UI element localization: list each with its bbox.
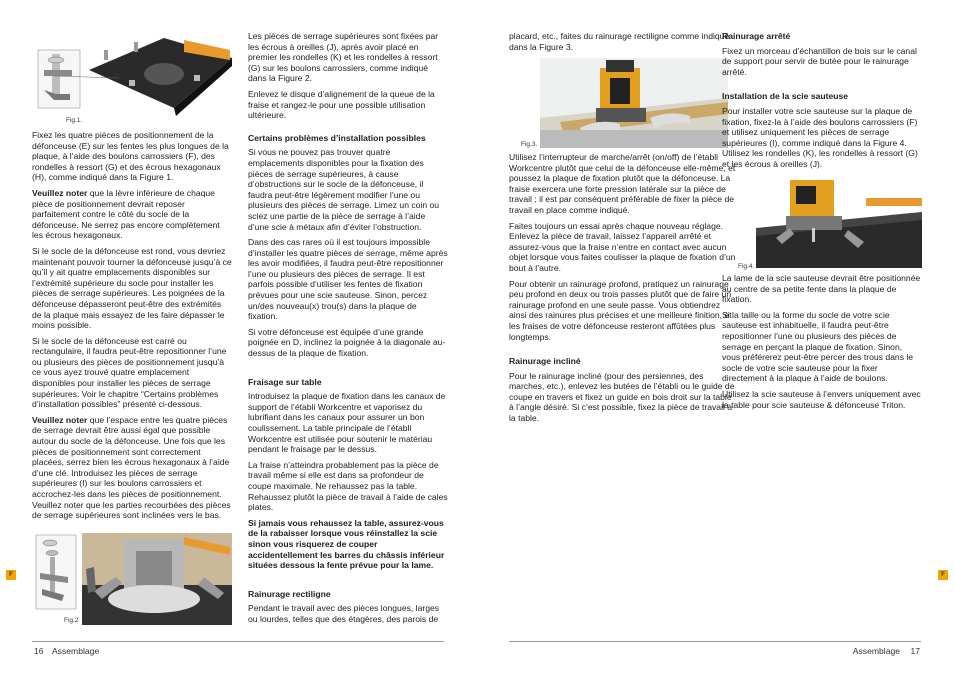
section-heading: Rainurage rectiligne <box>248 588 331 599</box>
section-label: Assemblage <box>852 646 901 656</box>
section-heading: Installation de la scie sauteuse <box>722 91 849 102</box>
paragraph: La fraise n’atteindra probablement pas la pièce de travail même si elle est dans sa profondeur de coupe maximale. Ne rehaussez pas la table. Rehaussez plutôt la pièce de travail à l’aide de cales plates. <box>248 459 448 513</box>
footer-left <box>34 646 99 656</box>
section-heading: Rainurage arrêté <box>722 31 791 41</box>
section-heading: Fraisage sur table <box>248 376 322 387</box>
figure-4-caption: Fig.4. <box>738 263 755 270</box>
note-lead: Veuillez noter <box>32 187 88 198</box>
figure-2 <box>34 533 234 625</box>
figure-3 <box>540 58 728 148</box>
language-tab-left: F <box>6 570 16 580</box>
paragraph: Si la taille ou la forme du socle de votre scie sauteuse est inhabituelle, il faudra peut-être repositionner l’une ou plusieurs des pièces de serrage en perçant la plaque de fixation. Sinon, vous préférerez peut-être percer des trous dans le socle de votre scie sauteuse pour la fixer directement à la plaque à l’aide de boulons. <box>722 309 914 384</box>
figure-3-caption: Fig.3. <box>521 141 538 148</box>
paragraph: Fixez un morceau d’échantillon de bois sur le canal de support pour servir de butée pour le rainurage arrêté. <box>722 45 917 77</box>
paragraph: Dans des cas rares où il est toujours impossible d’installer les quatre pièces de serrage, même après les avoir modifiées, il faudra peut-être repositionner l’une ou plusieurs des pièces de serrage. Il est parfois possible d’utiliser les fentes de fixation prévues pour une scie sauteuse. Sinon, percez un/des nouveau(x) trou(s) dans la plaque de fixation. <box>248 237 448 322</box>
paragraph: Faites toujours un essai après chaque nouveau réglage. Enlevez la pièce de travail, laissez l’appareil arrêté et assurez-vous que la fraise n’entre en contact avec aucun objet lorsque vous faites coulisser la plaque de fixation d’un bout à l’autre. <box>509 220 736 273</box>
paragraph: Si le socle de la défonceuse est rond, vous devriez maintenant pouvoir tourner la défonceuse jusqu’à ce qu’il y ait quatre emplacements disponibles sur l’extrémité supérieure du socle pour installer les pièces de serrage supérieures. Les poignées de la défonceuse dépasseront peut-être des extrémités de la plaque mais essayez de les faire dépasser le moins possible. <box>32 245 232 331</box>
paragraph: Introduisez la plaque de fixation dans les canaux de support de l’établi Workcentre et vaporisez du lubrifiant dans les canaux pour assurer un bon coulissement. La table principale de l’établi Workcentre est utilisée pour soutenir le matériau pendant le fraisage par le dessus. <box>248 391 446 455</box>
paragraph: Si votre défonceuse est équipée d’une grande poignée en D, inclinez la poignée à la diagonale au-dessus de la plaque de fixation. <box>248 326 446 359</box>
paragraph: Enlevez le disque d’alignement de la queue de la fraise et rangez-le pour une possible utilisation ultérieure. <box>248 88 435 121</box>
page-number: 17 <box>910 646 920 656</box>
figure-2-caption: Fig.2 <box>64 617 79 624</box>
footer-right <box>853 646 920 656</box>
note-lead: Veuillez noter <box>32 414 88 425</box>
section-heading: Rainurage incliné <box>509 356 581 367</box>
column-3-body <box>509 152 736 429</box>
paragraph: Utilisez l’interrupteur de marche/arrêt (on/off) de l’établi Workcentre plutôt que celui de la défonceuse elle-même, et poussez la plaque de fixation plutôt que la défonceuse. La fraise exercera une forte pression latérale sur la pièce de travail ; il est par conséquent préférable de fixer la pièce de travail en place comme indiqué. <box>509 152 736 215</box>
paragraph: Pendant le travail avec des pièces longues, larges ou lourdes, telles que des étagères, des parois de <box>248 603 440 624</box>
paragraph: Si vous ne pouvez pas trouver quatre emplacements disponibles pour la fixation des pièces de serrage supérieures, à cause d’obstructions sur le socle de la défonceuse, il faudra peut-être légèrement modifier l’une ou plusieurs des pièces de serrage. Limez un coin ou sciez une partie de la pièce de serrage à l’aide d’une scie à métaux afin d’éviter l’obstruction. <box>248 147 440 232</box>
column-1 <box>32 130 232 526</box>
paragraph: Pour installer votre scie sauteuse sur la plaque de fixation, fixez-la à l’aide des boulons carrossiers (F) et utilisez uniquement les pièces de serrage supérieures (I), comme indiqué dans la Figure 4. Utilisez les rondelles (K), les rondelles à ressort (G) et les écrous à oreilles (J). <box>722 105 918 169</box>
paragraph: Veuillez noter que l’espace entre les quatre pièces de serrage devrait être aussi égal que possible autour du socle de la défonceuse. Une fois que les pièces de positionnement sont correctement placées, serrez bien les écrous hexagonaux à l’aide d’une clé. Introduisez les pièces de serrage supérieures (I) sur les boulons carrossiers et accrochez-les dans les pièces de positionnement. Veuillez noter que les parties recourbées des pièces de serrage supérieures sont inclinées vers le bas. <box>32 414 231 521</box>
column-2 <box>248 31 448 630</box>
figure-4 <box>756 178 922 268</box>
column-3 <box>509 31 736 57</box>
paragraph: Veuillez noter que la lèvre inférieure de chaque pièce de positionnement devrait reposer parfaitement contre le côté du socle de la défonceuse. Ne serrez pas encore complètement les écrous hexagonaux. <box>32 187 220 241</box>
section-label: Assemblage <box>51 646 100 656</box>
paragraph: Pour obtenir un rainurage profond, pratiquez un rainurage peu profond en deux ou trois passes plutôt que de faire un rainurage profond en une seule passe. Vous obtiendrez ainsi des rainures plus précises et une meilleure finition, et les fraises de votre défonceuse resteront affûtées plus longtemps. <box>509 278 732 342</box>
footer-rule-left <box>32 641 444 642</box>
footer-rule-right <box>509 641 921 642</box>
column-4 <box>722 31 922 175</box>
paragraph: Utilisez la scie sauteuse à l’envers uniquement avec la table pour scie sauteuse & défonceuse Triton. <box>722 388 921 410</box>
section-heading: Certains problèmes d’installation possibles <box>248 132 426 143</box>
paragraph: Pour le rainurage incliné (pour des persiennes, des marches, etc.), enlevez les butées de l’établi ou le guide de coupe en travers et fixez un guide en bois droit sur la table à l’angle désiré. Si c’est possible, fixez la pièce de travail à la table. <box>509 370 735 424</box>
paragraph: Si le socle de la défonceuse est carré ou rectangulaire, il faudra peut-être repositionner l’une ou plusieurs des pièces de positionnement jusqu’à ce vous ayez trouvé quatre emplacement disponibles pour installer les pièces de serrage supérieures. Voir le chapitre “Certains problèmes d’installation possibles” présenté ci-dessous. <box>32 335 227 410</box>
page-number: 16 <box>34 646 44 656</box>
paragraph: Fixez les quatre pièces de positionnement de la défonceuse (E) sur les fentes les plus longues de la plaque, à l’aide des boulons carrossiers (F), des rondelles à ressort (G) et des écrous hexagonaux (H), comme indiqué dans la Figure 1. <box>32 130 229 183</box>
language-tab-right: F <box>938 570 948 580</box>
paragraph: placard, etc., faites du rainurage rectiligne comme indiqué dans la Figure 3. <box>509 31 730 52</box>
paragraph: Les pièces de serrage supérieures sont fixées par les écrous à oreilles (J), après avoir placé en premier les rondelles (K) et les rondelles à ressort (G) sur les boulons carrossiers, comme indiqué dans la Figure 2. <box>248 31 439 84</box>
figure-1 <box>34 30 234 125</box>
column-4-body <box>722 273 922 415</box>
figure-1-caption: Fig.1. <box>66 117 83 124</box>
warning-paragraph: Si jamais vous rehaussez la table, assurez-vous de la rabaisser lorsque vous réinstallez la scie sinon vous risquerez de couper accidentellement les barres du châssis inférieur situées dessous la fente prévue pour la lame. <box>248 517 445 571</box>
paragraph: La lame de la scie sauteuse devrait être positionnée au centre de sa petite fente dans la plaque de fixation. <box>722 273 921 305</box>
